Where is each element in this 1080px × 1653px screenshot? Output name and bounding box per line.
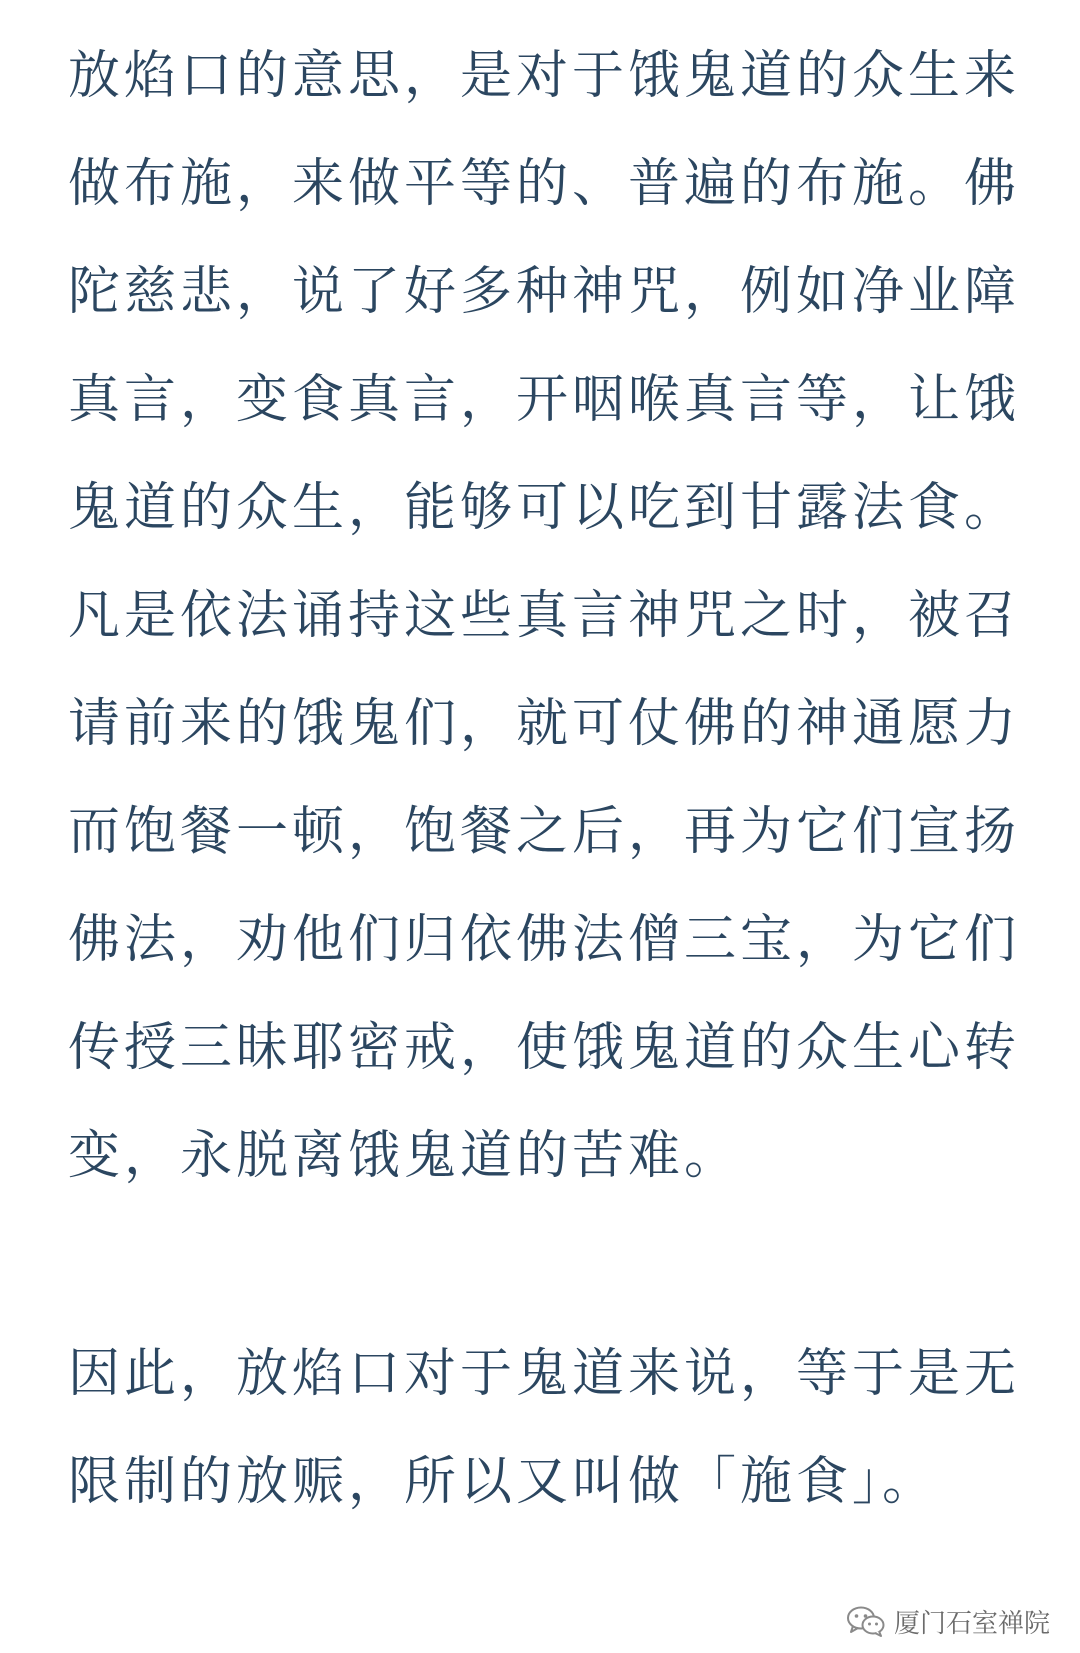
account-watermark	[846, 1599, 1050, 1643]
text-line: 鬼道的众生，能够可以吃到甘露法食。	[68, 478, 1021, 538]
text-line: 佛法，劝他们归依佛法僧三宝，为它们	[68, 910, 1021, 970]
text-line: 而饱餐一顿，饱餐之后，再为它们宣扬	[68, 802, 1021, 862]
text-line: 传授三昧耶密戒，使饿鬼道的众生心转	[68, 1018, 1021, 1078]
watermark-text: 厦门石室禅院	[893, 1608, 1050, 1639]
text-line: 凡是依法诵持这些真言神咒之时，被召	[68, 586, 1021, 646]
text-line: 陀慈悲，说了好多种神咒，例如净业障	[68, 262, 1021, 322]
text-line: 变，永脱离饿鬼道的苦难。	[68, 1126, 741, 1186]
text-line: 因此，放焰口对于鬼道来说，等于是无	[68, 1344, 1021, 1404]
text-line: 放焰口的意思，是对于饿鬼道的众生来	[68, 46, 1021, 106]
text-line: 做布施，来做平等的、普遍的布施。佛	[68, 154, 1021, 214]
wechat-icon	[846, 1605, 886, 1637]
text-line: 请前来的饿鬼们，就可仗佛的神通愿力	[68, 694, 1021, 754]
text-line: 真言，变食真言，开咽喉真言等，让饿	[68, 370, 1021, 430]
text-line: 限制的放赈，所以又叫做「施食」。	[68, 1452, 939, 1512]
